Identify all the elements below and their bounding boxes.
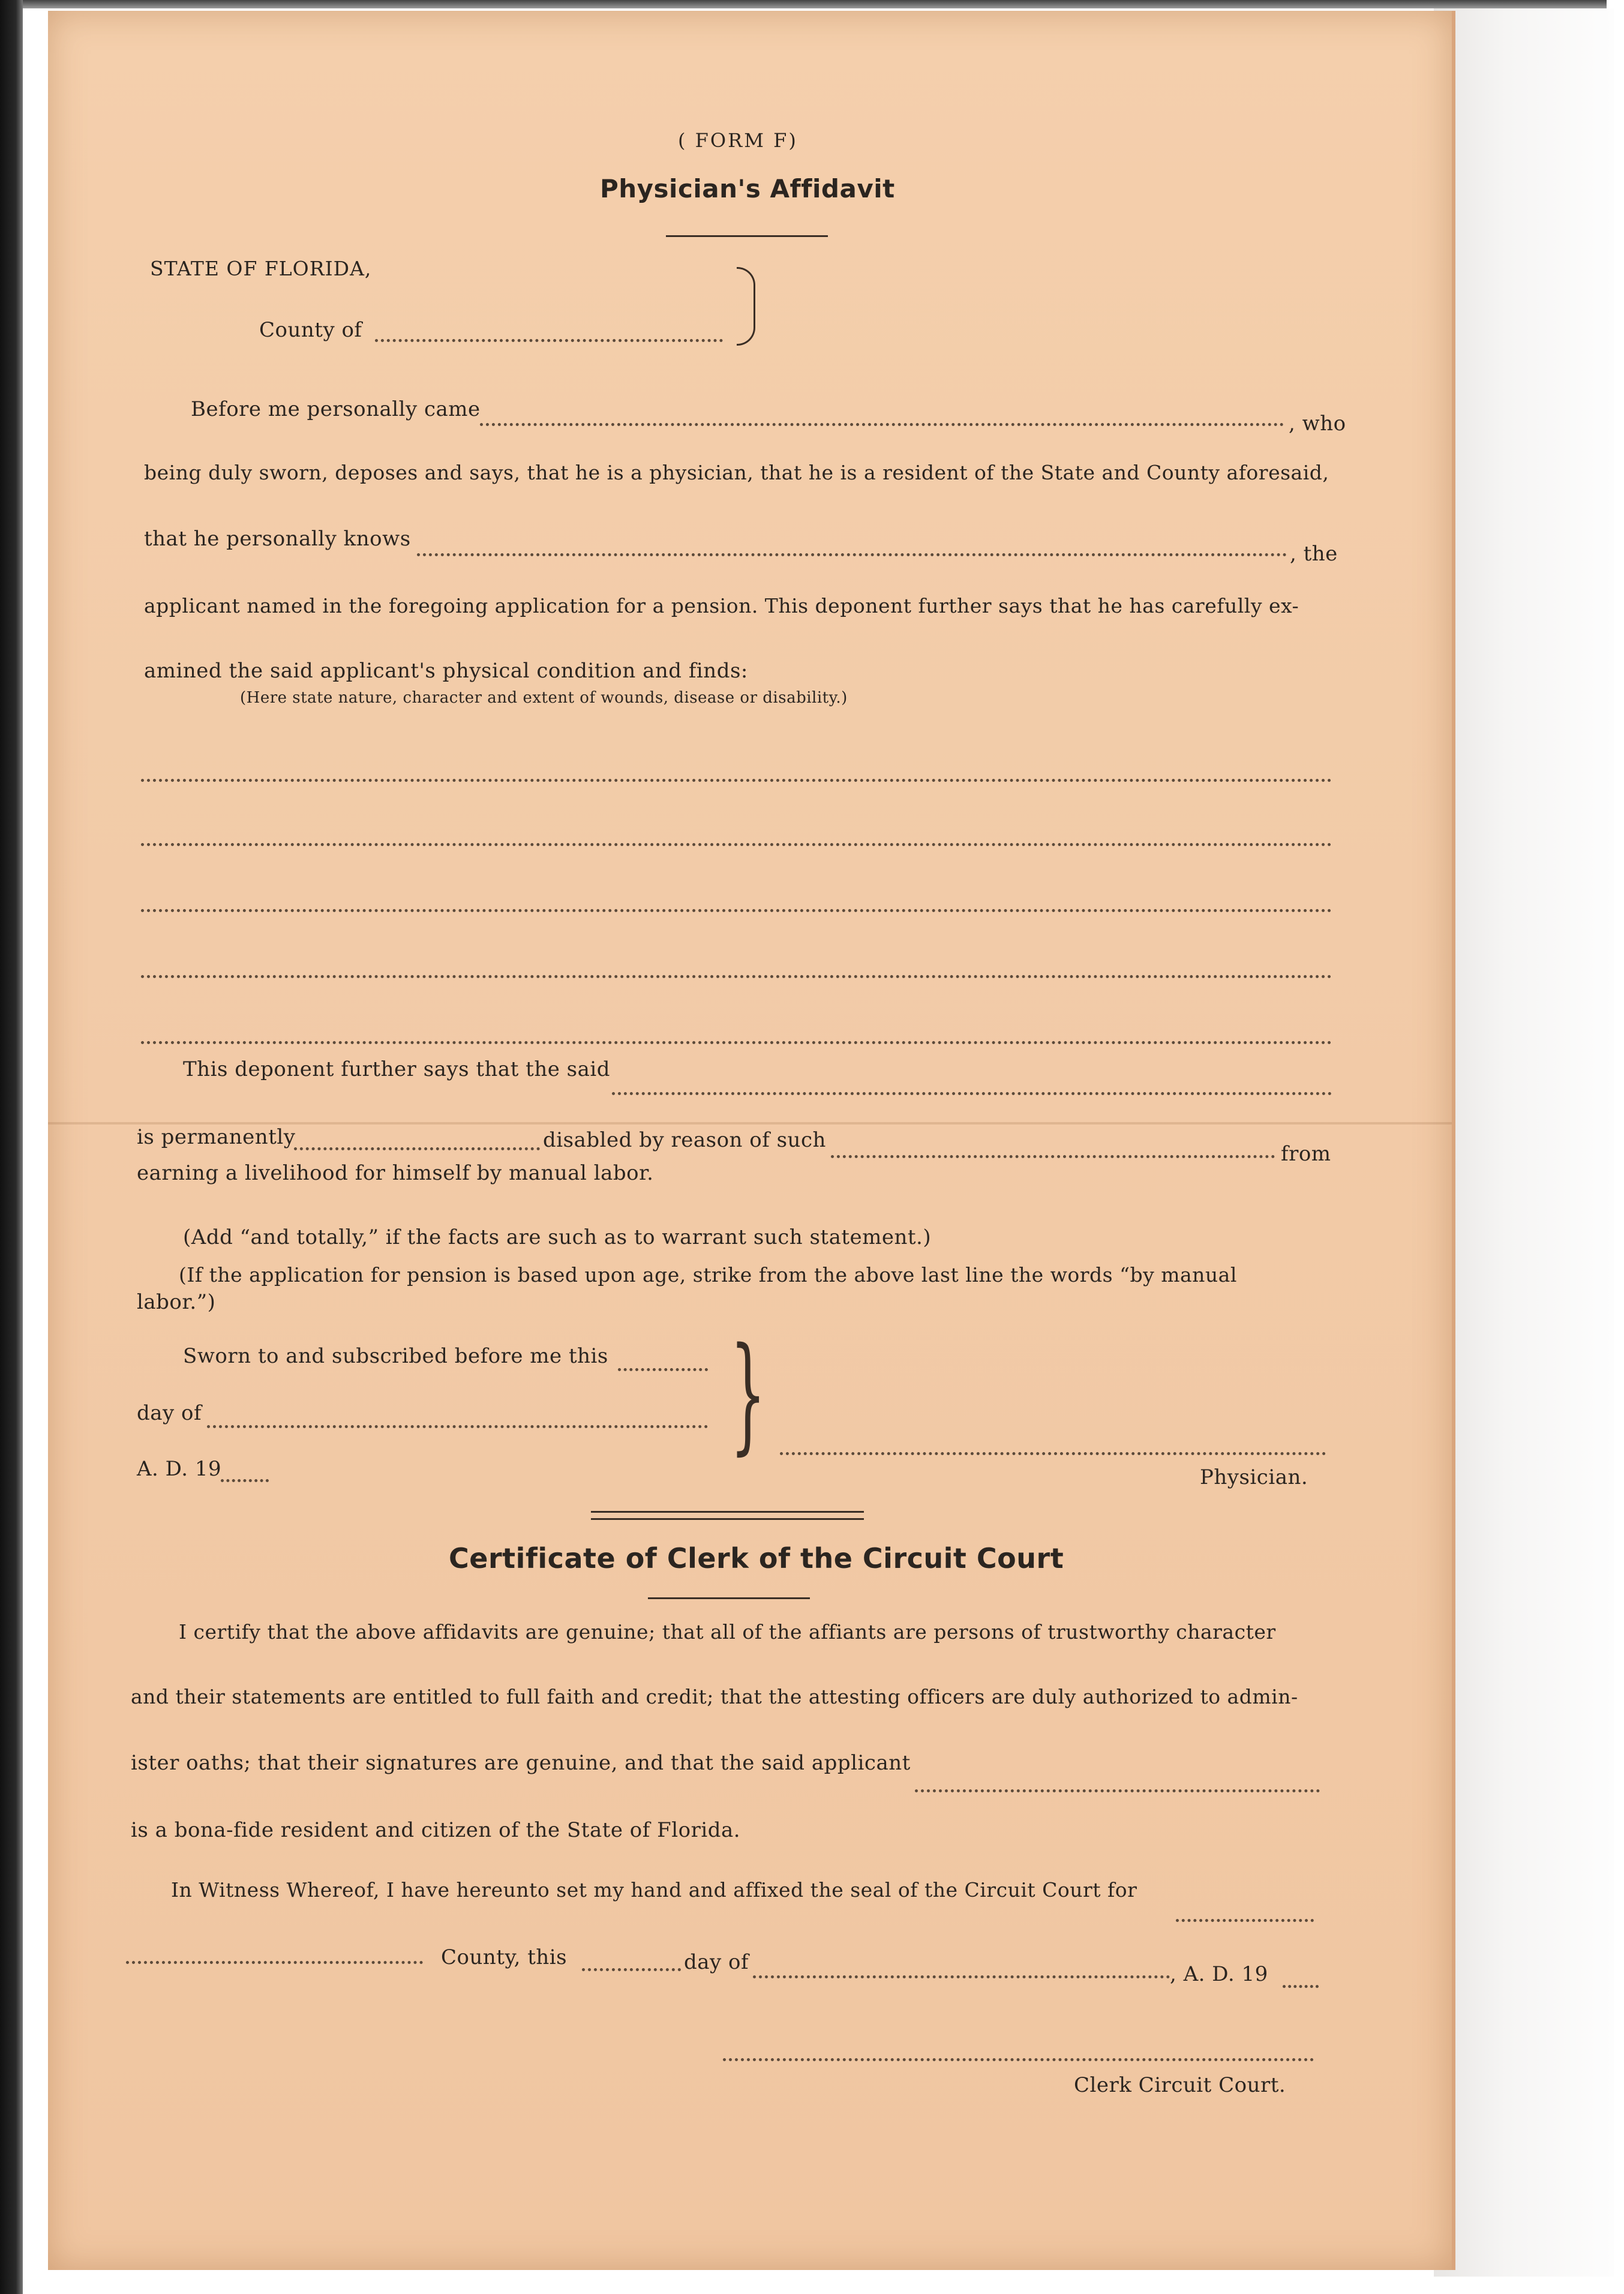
form-label: ( FORM F) (678, 129, 798, 152)
sworn-day-blank[interactable] (618, 1368, 708, 1371)
note-age-end: labor.”) (137, 1290, 216, 1314)
certificate-title: Certificate of Clerk of the Circuit Court (449, 1542, 1064, 1575)
court-for-blank[interactable] (1176, 1919, 1314, 1922)
county-blank[interactable] (375, 339, 723, 342)
cert-line-3: ister oaths; that their signatures are genuine, and that the said applicant (131, 1751, 911, 1775)
note-totally: (Add “and totally,” if the facts are such as to warrant such statement.) (183, 1225, 932, 1249)
plastic-sleeve (1434, 8, 1614, 2277)
cert-line-1: I certify that the above affidavits are genuine; that all of the affiants are persons of trustworthy character (179, 1620, 1276, 1644)
perm-label: is permanently (137, 1125, 296, 1149)
the-text: , the (1290, 542, 1338, 566)
paper-fold (48, 1122, 1452, 1124)
said-blank[interactable] (612, 1092, 1332, 1095)
applicant-text: applicant named in the foregoing application for a pension. This deponent further says that he has carefully ex- (144, 594, 1299, 617)
scan-left-border (0, 0, 23, 2294)
venue-state: STATE OF FLORIDA, (150, 257, 372, 280)
came-label: Before me personally came (191, 397, 481, 421)
knows-blank[interactable] (417, 553, 1287, 556)
finds-text: amined the said applicant's physical condition and finds: (144, 659, 748, 683)
sworn-brace: } (730, 1320, 766, 1467)
year-blank[interactable] (221, 1479, 269, 1482)
scan-top-border (23, 0, 1607, 8)
finds-blank-2[interactable] (141, 843, 1332, 846)
cert-ad-label: , A. D. 19 (1170, 1962, 1268, 1986)
cert-month-blank[interactable] (753, 1975, 1170, 1978)
cert-line-4: is a bona-fide resident and citizen of the State of Florida. (131, 1818, 741, 1842)
such-blank[interactable] (831, 1155, 1275, 1158)
finds-blank-3[interactable] (141, 909, 1332, 912)
knows-label: that he personally knows (144, 527, 411, 551)
finds-blank-1[interactable] (141, 779, 1332, 782)
clerk-signature-line[interactable] (723, 2058, 1314, 2061)
cert-day-blank[interactable] (582, 1968, 681, 1971)
sworn-label: Sworn to and subscribed before me this (183, 1344, 608, 1368)
note-age: (If the application for pension is based upon age, strike from the above last line the words “by manual (179, 1263, 1237, 1287)
perm-blank[interactable] (294, 1147, 540, 1150)
ad-label: A. D. 19 (137, 1457, 222, 1481)
cert-line-2: and their statements are entitled to full faith and credit; that the attesting officers are duly authorized to admin- (131, 1685, 1298, 1708)
who-text: , who (1289, 412, 1346, 436)
cert-year-blank[interactable] (1283, 1985, 1319, 1988)
day-of-label: day of (137, 1401, 202, 1425)
livelihood-text: earning a livelihood for himself by manual labor. (137, 1161, 654, 1185)
venue-bracket (737, 267, 755, 346)
from-text: from (1281, 1142, 1331, 1166)
certificate-title-rule (648, 1597, 810, 1599)
clerk-label: Clerk Circuit Court. (1074, 2073, 1286, 2097)
county-this-label: County, this (441, 1945, 568, 1969)
physician-signature-line[interactable] (780, 1452, 1326, 1455)
finds-instruction: (Here state nature, character and extent of wounds, disease or disability.) (240, 689, 848, 707)
cert-day-of-label: day of (684, 1950, 749, 1974)
double-rule-top (591, 1511, 864, 1513)
physician-label: Physician. (1200, 1465, 1308, 1489)
witness-text: In Witness Whereof, I have hereunto set my hand and affixed the seal of the Circuit Court for (171, 1878, 1137, 1902)
sworn-text: being duly sworn, deposes and says, that he is a physician, that he is a resident of the State and County aforesaid, (144, 461, 1329, 484)
came-blank[interactable] (480, 423, 1284, 426)
form-title: Physician's Affidavit (600, 174, 895, 203)
finds-blank-4[interactable] (141, 975, 1332, 978)
finds-blank-5[interactable] (141, 1041, 1332, 1044)
title-rule (666, 235, 828, 237)
further-says-label: This deponent further says that the said (183, 1057, 611, 1081)
disabled-label: disabled by reason of such (543, 1128, 826, 1152)
cert-applicant-blank[interactable] (915, 1789, 1320, 1792)
venue-county-label: County of (259, 318, 362, 342)
county-name-blank[interactable] (126, 1961, 423, 1964)
double-rule-bottom (591, 1518, 864, 1520)
month-blank[interactable] (207, 1425, 708, 1428)
